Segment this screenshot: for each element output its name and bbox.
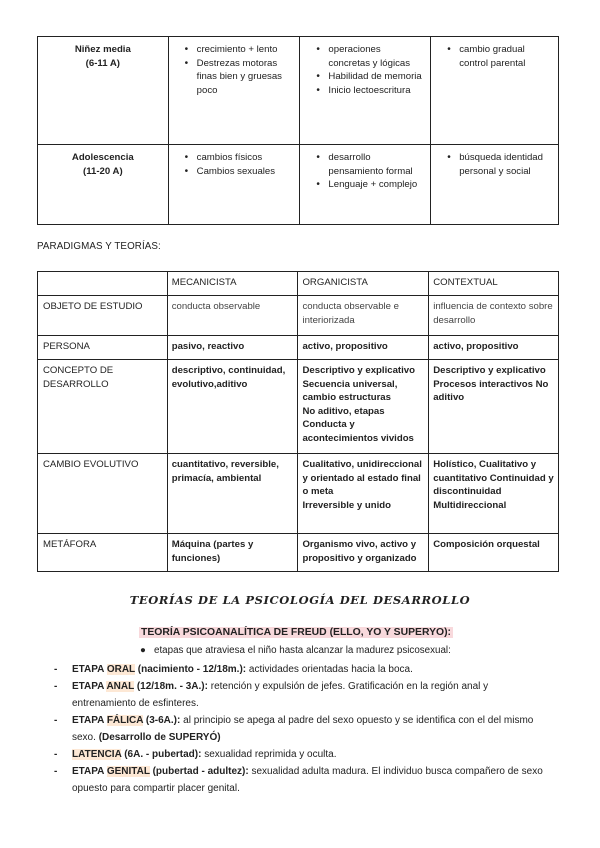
bullet-icon: ●	[140, 645, 146, 656]
stage-cell	[38, 145, 169, 225]
section-heading: PARADIGMAS Y TEORÍAS:	[37, 241, 161, 252]
table-cell: Holístico, Cualitativo y cuantitativo Continuidad y discontinuidad Multidireccional	[429, 454, 559, 534]
table-cell: influencia de contexto sobre desarrollo	[429, 296, 559, 336]
list-item	[54, 661, 554, 678]
table-row	[38, 534, 559, 572]
stage-name: LATENCIA	[72, 749, 122, 760]
stage-prefix: ETAPA	[72, 766, 107, 777]
header-cell: ORGANICISTA	[298, 272, 429, 296]
table-cell: conducta observable e interiorizada	[298, 296, 429, 336]
list-item: • desarrollo pensamiento formal	[314, 151, 424, 178]
freud-heading: TEORÍA PSICOANALÍTICA DE FREUD (ELLO, YO Y SUPERYO):	[141, 627, 452, 638]
stage-description: sexualidad adulta madura. El individuo busca compañero de sexo opuesto para compartir placer genital.	[72, 766, 543, 794]
paradigms-table	[37, 271, 559, 572]
list-item	[54, 746, 554, 763]
freud-stages-list	[54, 661, 554, 797]
table-cell: cuantitativo, reversible, primacía, ambiental	[167, 454, 298, 534]
stage-age: (nacimiento - 12/18m.):	[134, 664, 247, 675]
row-label: METÁFORA	[38, 534, 168, 572]
stage-name: ANAL	[106, 681, 135, 692]
header-cell: CONTEXTUAL	[429, 272, 559, 296]
stage-name: ORAL	[106, 664, 135, 675]
list-item: • Habilidad de memoria	[314, 70, 424, 84]
stage-description: actividades orientadas hacia la boca.	[246, 664, 413, 675]
row-label: CAMBIO EVOLUTIVO	[38, 454, 168, 534]
table-cell: activo, propositivo	[429, 336, 559, 360]
stages-table	[37, 36, 559, 225]
table-cell: descriptivo, continuidad, evolutivo,aditivo	[167, 360, 298, 454]
list-item	[54, 678, 554, 712]
list-item	[54, 763, 554, 797]
freud-subtitle-text: etapas que atraviesa el niño hasta alcanzar la madurez psicosexual:	[154, 645, 451, 656]
freud-subtitle	[140, 645, 451, 656]
list-item: • Lenguaje + complejo	[314, 178, 424, 192]
row-label: OBJETO DE ESTUDIO	[38, 296, 168, 336]
table-cell: Composición orquestal	[429, 534, 559, 572]
stage-prefix: ETAPA	[72, 664, 107, 675]
list-item: • cambios físicos	[183, 151, 294, 165]
stage-age: (3-6A.):	[143, 715, 181, 726]
table-cell: activo, propositivo	[298, 336, 429, 360]
list-item	[54, 712, 554, 746]
table-cell: Cualitativo, unidireccional y orientado al estado final o meta Irreversible y unido	[298, 454, 429, 534]
stage-prefix: ETAPA	[72, 681, 107, 692]
stage-note: (Desarrollo de SUPERYÓ)	[98, 732, 221, 743]
list-item: • Inicio lectoescritura	[314, 84, 424, 98]
list-item: • Cambios sexuales	[183, 165, 294, 179]
header-cell: MECANICISTA	[167, 272, 298, 296]
table-row	[38, 37, 559, 145]
stage-name: Adolescencia	[71, 152, 134, 163]
table-header-row	[38, 272, 559, 296]
stage-description: retención y expulsión de jefes. Gratificación en la región anal y entrenamiento de esfinteres.	[72, 681, 489, 709]
stage-age: (6-11 A)	[85, 58, 120, 69]
stage-name: Niñez media	[74, 44, 131, 55]
stage-cell	[38, 37, 169, 145]
table-cell: Descriptivo y explicativo Secuencia universal, cambio estructuras No aditivo, etapas Conducta y acontecimientos vividos	[298, 360, 429, 454]
stage-age: (12/18m. - 3A.):	[134, 681, 208, 692]
table-row	[38, 296, 559, 336]
table-row	[38, 454, 559, 534]
table-cell: Máquina (partes y funciones)	[167, 534, 298, 572]
row-label: CONCEPTO DE DESARROLLO	[38, 360, 168, 454]
stage-prefix: ETAPA	[72, 715, 107, 726]
list-item: • cambio gradual control parental	[445, 43, 552, 70]
stage-name: FÁLICA	[106, 715, 144, 726]
list-item: • Destrezas motoras finas bien y gruesas poco	[183, 57, 294, 98]
table-row	[38, 360, 559, 454]
stage-age: (pubertad - adultez):	[149, 766, 249, 777]
page-title: TEORÍAS DE LA PSICOLOGÍA DEL DESARROLLO	[129, 593, 471, 607]
row-label: PERSONA	[38, 336, 168, 360]
table-cell: conducta observable	[167, 296, 298, 336]
table-cell: Descriptivo y explicativo Procesos interactivos No aditivo	[429, 360, 559, 454]
list-item: • búsqueda identidad personal y social	[445, 151, 552, 178]
table-row	[38, 145, 559, 225]
table-cell: pasivo, reactivo	[167, 336, 298, 360]
stage-description: al principio se apega al padre del sexo opuesto y se identifica con el del mismo sexo.	[72, 715, 534, 743]
stage-name: GENITAL	[106, 766, 150, 777]
table-cell: Organismo vivo, activo y propositivo y organizado	[298, 534, 429, 572]
stage-age: (6A. - pubertad):	[121, 749, 202, 760]
list-item: • operaciones concretas y lógicas	[314, 43, 424, 70]
stage-age: (11-20 A)	[83, 166, 123, 177]
list-item: • crecimiento + lento	[183, 43, 294, 57]
header-cell	[38, 272, 168, 296]
table-row	[38, 336, 559, 360]
stage-description: sexualidad reprimida y oculta.	[201, 749, 337, 760]
